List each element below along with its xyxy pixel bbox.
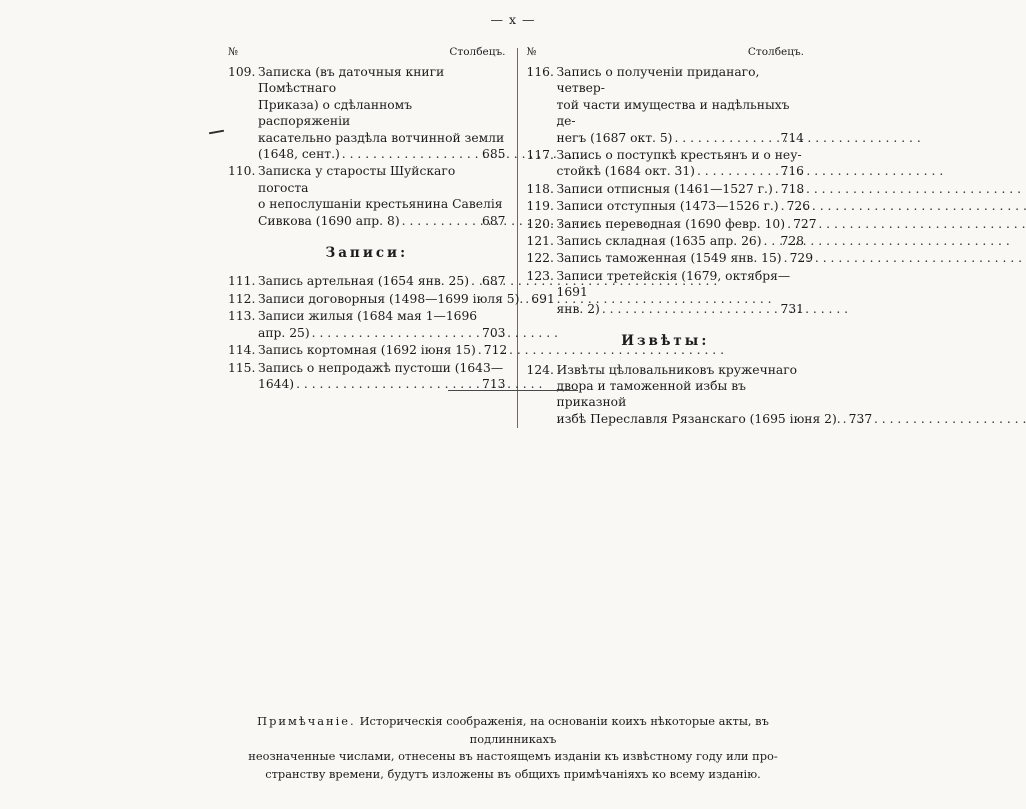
dot-leader: [784, 250, 788, 266]
column-ref-number: 726: [786, 199, 811, 214]
column-ref-number: 728: [780, 234, 804, 249]
stolbets-column-label: Столбецъ.: [747, 46, 804, 58]
dot-leader: [602, 301, 779, 317]
column-ref-number: 713: [482, 376, 506, 391]
entry-number: 109.: [228, 65, 256, 79]
column-ref-number: 685: [482, 147, 506, 162]
footnote-text: Историческія соображенія, на основаніи коихъ нѣкоторые акты, въ подлинникахъ: [359, 714, 769, 746]
dot-leader: [674, 130, 778, 146]
column-divider-rule: [517, 48, 518, 428]
entry-text-line: [258, 146, 506, 162]
dot-leader: [764, 233, 779, 249]
entry-number: 122.: [526, 251, 554, 266]
entry-text-line: [556, 216, 817, 232]
entry-text-line: Записи третейскія (1679, октября—1691: [556, 268, 791, 300]
entry-number: 121.: [526, 234, 554, 249]
column-ref-number: 703: [482, 325, 506, 340]
toc-entry: [228, 308, 506, 341]
column-ref-number: 687: [482, 274, 506, 289]
entry-text: янв. 2): [556, 301, 600, 316]
entry-text-line: [556, 411, 873, 427]
entry-number: 124.: [526, 362, 554, 377]
toc-entry: [228, 64, 506, 162]
toc-entry: [527, 181, 805, 197]
toc-entry: [228, 342, 506, 358]
entry-text-line: [556, 250, 814, 266]
entry-text-line: Запись о непродажѣ пустоши (1643—: [258, 360, 504, 375]
toc-entry: [526, 216, 817, 232]
entry-text-line: [258, 273, 506, 289]
entry-text-line: [258, 325, 506, 341]
section-end-rule: [448, 390, 578, 391]
entry-number: 117.: [526, 148, 554, 163]
toc-entry: [526, 250, 814, 266]
entry-number: 115.: [228, 360, 256, 375]
entry-number: 123.: [526, 268, 554, 283]
toc-entry: [228, 291, 555, 307]
entry-number: 114.: [228, 343, 256, 358]
column-ref-number: 716: [780, 164, 804, 179]
footnote-line: [222, 713, 804, 748]
entry-text-line: [258, 342, 506, 358]
entry-number: 119.: [526, 199, 554, 214]
entry-text-line: [557, 301, 805, 317]
toc-entry: [527, 233, 805, 249]
section-heading: Записи:: [325, 245, 409, 262]
entry-text-line: Приказа) о сдѣланномъ распоряженіи: [258, 97, 413, 129]
entry-text-line: о непослушаніи крестьянина Савелія: [258, 197, 503, 212]
column-ref-number: 718: [780, 181, 805, 196]
entry-text-line: Запись о поступкѣ крестьянъ и о неу-: [556, 148, 802, 163]
toc-entry: [526, 362, 873, 428]
entry-text: избѣ Переславля Рязанскаго (1695 іюня 2).: [556, 411, 841, 426]
toc-entry: [526, 198, 811, 214]
column-ref-number: 712: [483, 343, 508, 358]
toc-columns: [228, 46, 873, 428]
entry-text: 1644): [258, 376, 295, 391]
dot-leader: [342, 146, 480, 162]
entry-number: 113.: [228, 309, 256, 324]
entry-number: 116.: [526, 65, 554, 79]
entry-number: 118.: [526, 181, 554, 196]
document-page: [188, 0, 873, 809]
column-header-right: [527, 46, 805, 58]
entry-text-line: [557, 181, 805, 197]
entry-text-line: Записка (въ даточныя книги Помѣстнаго: [258, 65, 445, 96]
entry-text-line: [258, 291, 555, 307]
entry-text: Запись переводная (1690 февр. 10): [556, 216, 786, 231]
toc-entry: [228, 163, 506, 229]
entry-text-line: [556, 198, 811, 214]
column-header-left: [228, 46, 506, 58]
toc-entries-right: [526, 64, 873, 427]
entry-text: Запись артельная (1654 янв. 25): [258, 274, 469, 289]
column-ref-number: 737: [848, 411, 873, 426]
dot-leader: [775, 181, 779, 197]
footnote: [222, 713, 804, 783]
entry-text: Запись кортомная (1692 іюня 15): [258, 343, 476, 358]
toc-entry: [228, 360, 506, 393]
entry-text-line: той части имущества и надѣльныхъ де-: [556, 97, 790, 129]
margin-mark: [209, 130, 224, 135]
entry-number: 120.: [526, 216, 554, 231]
entry-text: негъ (1687 окт. 5): [556, 130, 673, 145]
page-number: — x —: [490, 12, 536, 27]
dot-leader: [781, 198, 785, 214]
entry-number: 112.: [228, 291, 256, 306]
entry-text: Запись складная (1635 апр. 26): [556, 234, 762, 249]
toc-entry: [527, 147, 805, 180]
toc-entry: [527, 64, 805, 146]
entry-text: Сивкова (1690 апр. 8): [258, 213, 400, 228]
stolbets-column-label: Столбецъ.: [449, 46, 506, 58]
entry-text-line: Записи жилыя (1684 мая 1—1696: [258, 309, 478, 324]
entry-text: Записи договорныя (1498—1699 іюля 5).: [258, 291, 524, 306]
dot-leader: [478, 342, 482, 358]
dot-leader: [697, 163, 779, 179]
entry-text-line: [557, 233, 805, 249]
footnote-line: неозначенные числами, отнесены въ настоящемъ изданіи къ извѣстному году или про-: [248, 749, 778, 763]
dot-leader: [787, 216, 791, 232]
dot-leader: [312, 325, 480, 341]
column-ref-number: 714: [780, 130, 804, 145]
entry-text-line: [557, 130, 805, 146]
entry-text: Записи отступныя (1473—1526 г.): [556, 199, 779, 214]
entry-text: апр. 25): [258, 325, 310, 340]
entry-text: Записи отписныя (1461—1527 г.): [556, 181, 773, 196]
column-ref-number: 691: [531, 291, 555, 306]
entry-text: Запись таможенная (1549 янв. 15): [556, 251, 782, 266]
footnote-line: странству времени, будутъ изложены въ общихъ примѣчаніяхъ ко всему изданію.: [265, 766, 761, 781]
entry-text-line: двора и таможенной избы въ приказной: [556, 378, 746, 410]
toc-column-right: [526, 46, 873, 428]
entry-number: 110.: [228, 164, 256, 179]
toc-entry: [527, 268, 805, 317]
entry-text: стойкѣ (1684 окт. 31): [556, 164, 695, 179]
entry-text-line: Извѣты цѣловальниковъ кружечнаго: [556, 362, 798, 377]
entry-text: (1648, сент.): [258, 147, 340, 162]
entry-text-line: [258, 213, 506, 229]
entry-number: 111.: [228, 274, 256, 289]
entry-text-line: [557, 163, 805, 179]
dot-leader: [471, 273, 480, 289]
entry-text-line: касательно раздѣла вотчинной земли: [258, 130, 505, 145]
entry-text-line: Записка у старосты Шуйскаго погоста: [258, 164, 456, 195]
column-ref-number: 729: [789, 251, 814, 266]
column-ref-number: 687: [482, 213, 506, 228]
section-heading: Извѣты:: [621, 333, 710, 350]
number-column-label: №: [228, 46, 238, 58]
footnote-label: Примѣчаніе.: [257, 714, 356, 728]
dot-leader: [402, 213, 480, 229]
column-ref-number: 727: [793, 216, 817, 231]
column-ref-number: 731: [780, 301, 804, 316]
number-column-label: №: [526, 46, 537, 58]
dot-leader: [843, 411, 847, 427]
toc-entry: [228, 273, 506, 289]
entry-text-line: Запись о полученіи приданаго, четвер-: [556, 65, 760, 96]
